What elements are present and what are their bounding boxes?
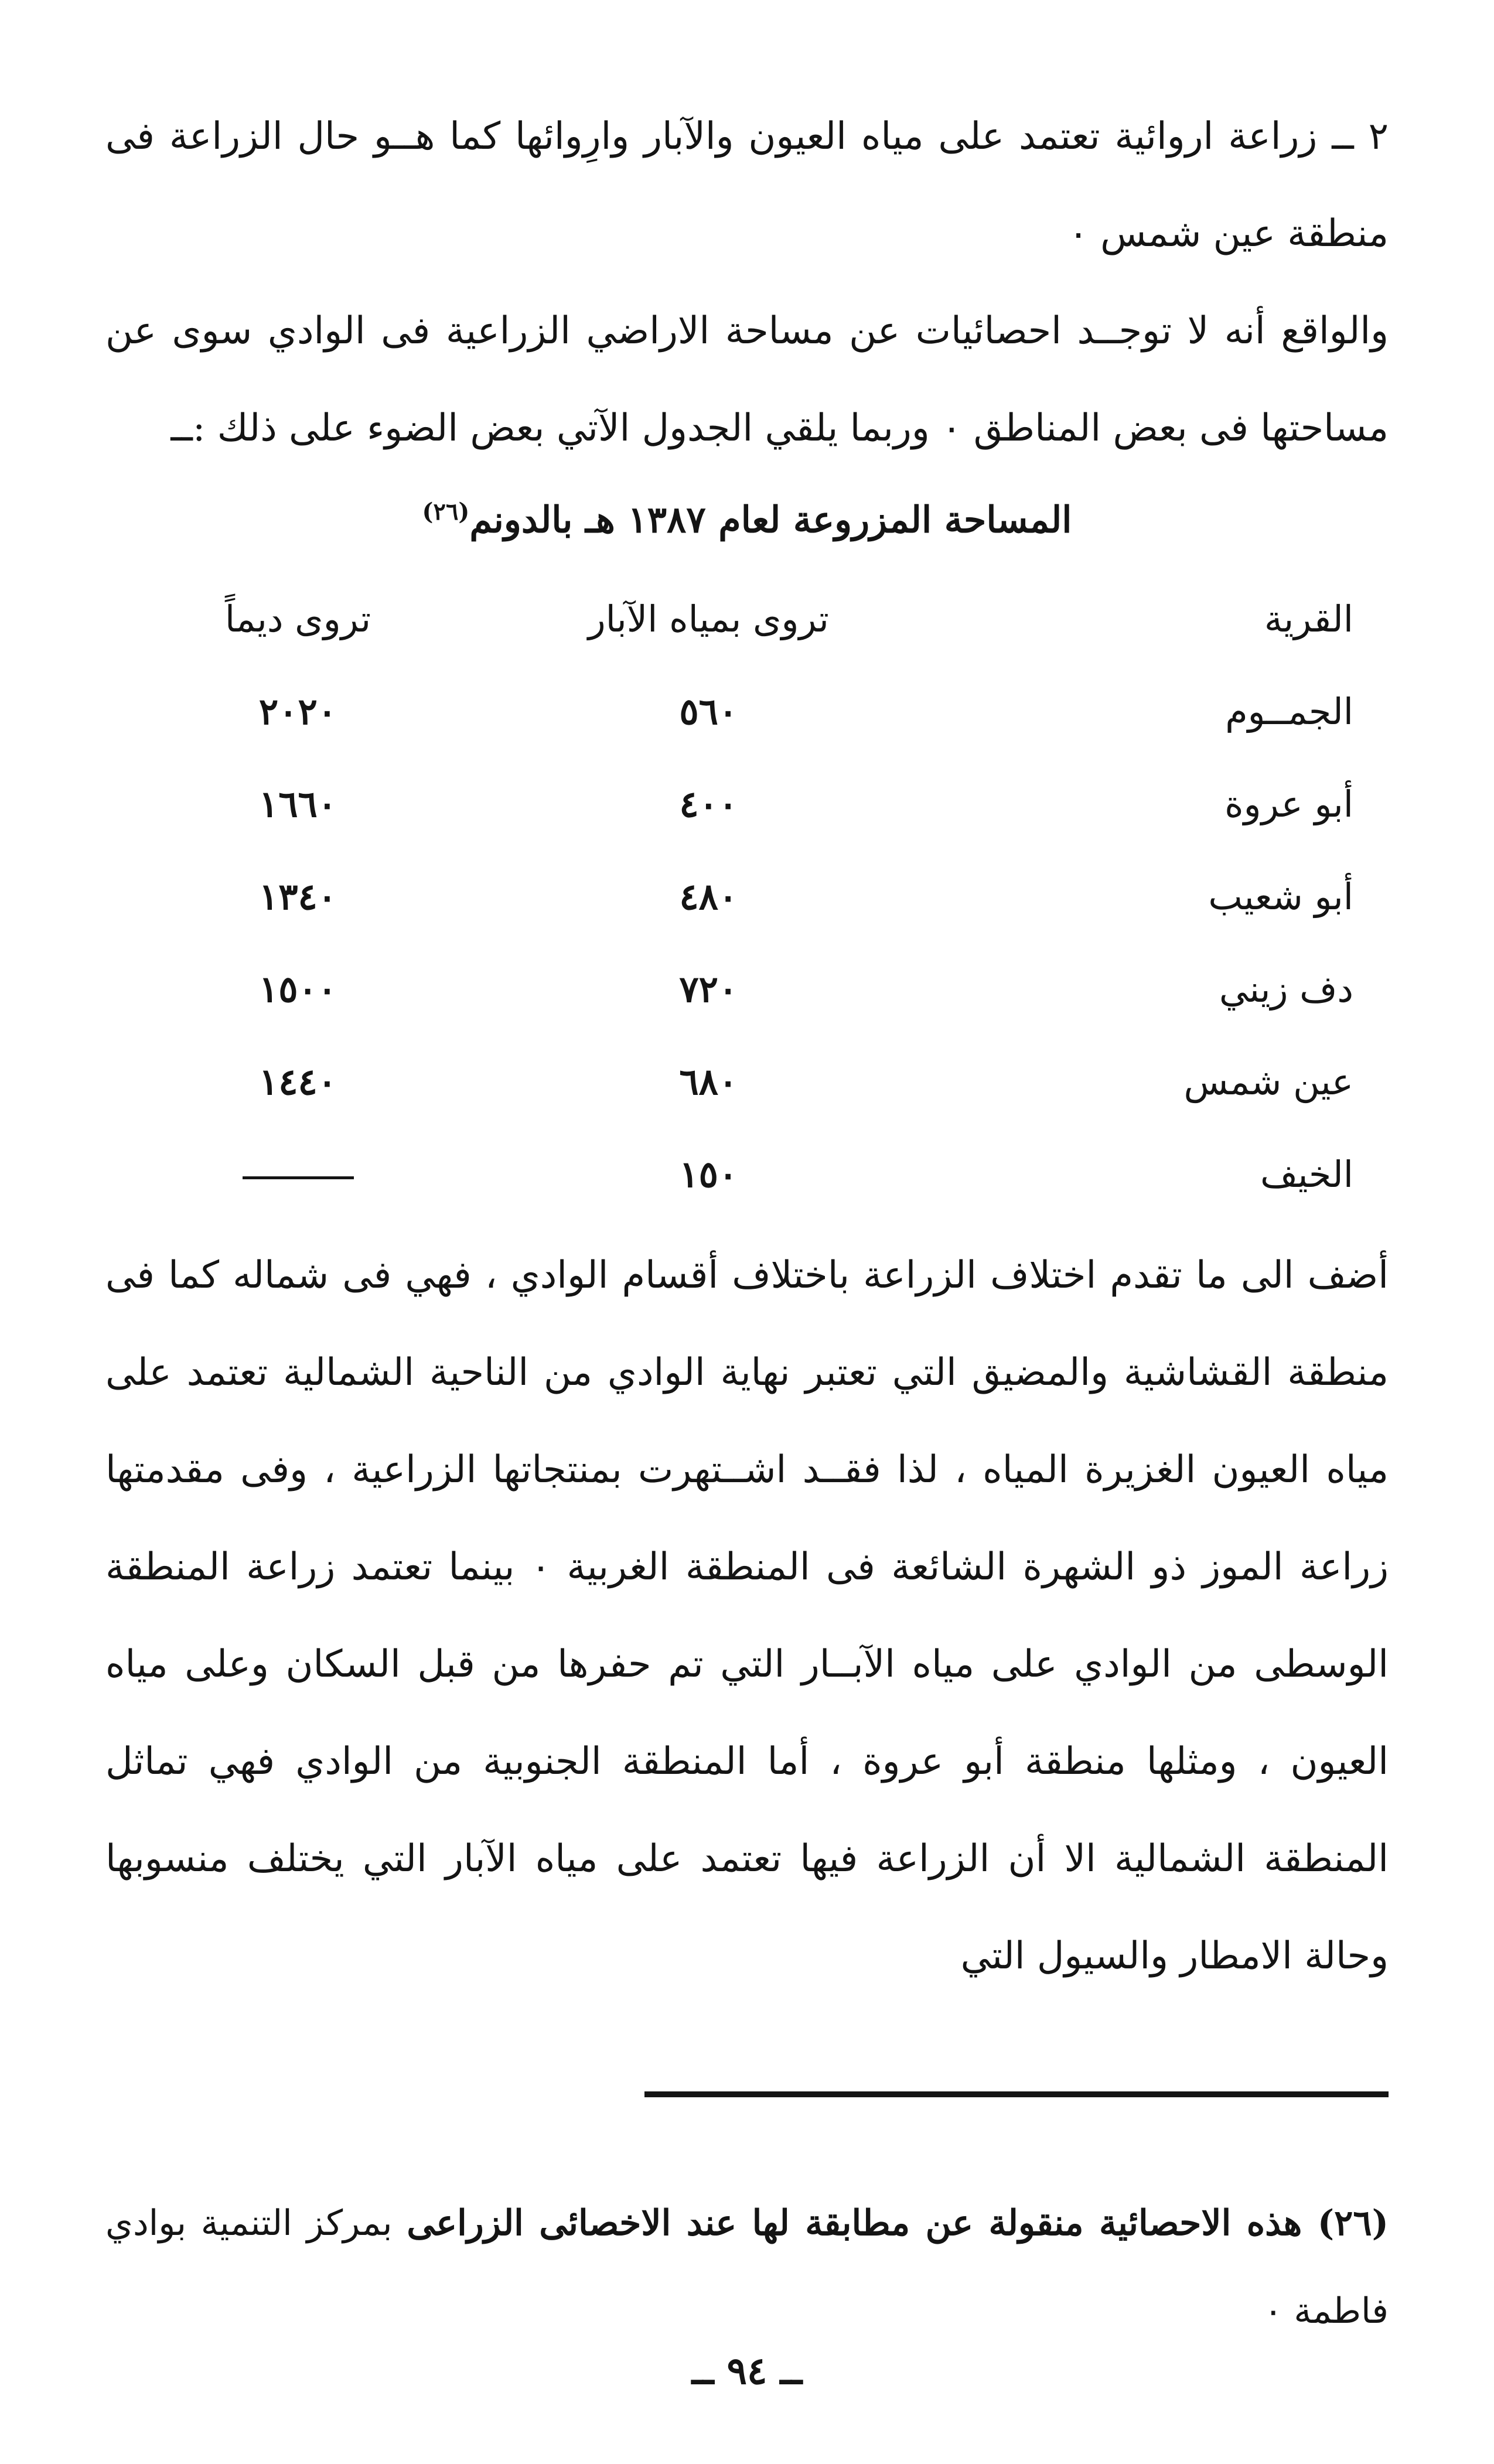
rainfed-cell-empty <box>105 1128 490 1221</box>
village-cell: عين شمس <box>1183 1060 1353 1104</box>
paragraph-irrigated-agriculture: ٢ ــ زراعة اروائية تعتمد على مياه العيون والآبار وارِوائها كما هــو حال الزراعة فى منطقة عين شمس ٠ <box>105 115 1389 255</box>
footnote <box>105 2179 1389 2355</box>
village-cell: أبو عروة <box>1224 783 1353 826</box>
document-page <box>105 88 1389 2419</box>
page-number: ــ ٩٤ ــ <box>691 2349 803 2393</box>
wells-cell: ٥٦٠ <box>679 690 738 733</box>
paragraph-regional-differences: أضف الى ما تقدم اختلاف الزراعة باختلاف أقسام الوادي ، فهي فى شماله كما فى منطقة القشاشية والمضيق التي تعتبر نهاية الوادي من الناحية الشمالية تعتمد على مياه العيون الغزيرة المياه ، لذا فقــد اشــتهرت بمنتجاتها الزراعية ، وفى مقدمتها زراعة الموز ذو الشهرة الشائعة فى المنطقة الغربية ٠ بينما تعتمد زراعة المنطقة الوسطى من الوادي على مياه الآبــار التي تم حفرها من قبل السكان وعلى مياه العيون ، ومثلها منطقة أبو عروة ، أما المنطقة الجنوبية من الوادي فهي تماثل المنطقة الشمالية الا أن الزراعة فيها تعتمد على مياه الآبار التي يختلف منسوبها وحالة الامطار والسيول التي <box>105 1253 1389 1978</box>
rainfed-cell: ١٦٦٠ <box>258 783 337 826</box>
empty-value-dash <box>243 1176 354 1179</box>
table-row <box>105 1128 1389 1221</box>
wells-cell: ٤٠٠ <box>679 783 738 826</box>
footnote-reference: (٢٦) <box>422 498 470 525</box>
rainfed-cell: ١٣٤٠ <box>258 875 337 919</box>
wells-cell: ٦٨٠ <box>679 1060 738 1104</box>
header-rain-fed: تروى ديماً <box>224 598 371 641</box>
village-cell: أبو شعيب <box>1208 875 1353 919</box>
table-row <box>105 851 1389 943</box>
header-village: القرية <box>1264 598 1353 641</box>
table-row <box>105 943 1389 1036</box>
rainfed-cell: ٢٠٢٠ <box>258 690 337 733</box>
table-row <box>105 758 1389 851</box>
table-title <box>105 483 1389 550</box>
footnote-rest: بمركز التنمية بوادي فاطمة ٠ <box>105 2203 1389 2332</box>
wells-cell: ٧٢٠ <box>679 968 738 1011</box>
wells-cell: ٤٨٠ <box>679 875 738 919</box>
rainfed-cell: ١٤٤٠ <box>258 1060 337 1104</box>
paragraph-statistics-intro: والواقع أنه لا توجــد احصائيات عن مساحة الاراضي الزراعية فى الوادي سوى عن مساحتها فى بعض المناطق ٠ وربما يلقي الجدول الآتي بعض الضوء على ذلك :ــ <box>105 309 1389 450</box>
village-cell: الخيف <box>1260 1153 1353 1196</box>
village-cell: دف زيني <box>1219 968 1353 1011</box>
wells-cell: ١٥٠ <box>679 1153 738 1196</box>
table-header-row <box>105 573 1389 666</box>
table-row <box>105 1036 1389 1128</box>
table-row <box>105 666 1389 758</box>
footnote-lead: (٢٦) هذه الاحصائية منقولة عن مطابقة لها عند الاخصائى الزراعى <box>407 2203 1389 2244</box>
footnote-separator <box>644 2091 1389 2097</box>
village-cell: الجمــوم <box>1225 690 1353 733</box>
table-title-text: المساحة المزروعة لعام ١٣٨٧ هـ بالدونم <box>469 498 1072 541</box>
cultivated-area-table <box>105 573 1389 1221</box>
header-well-irrigated: تروى بمياه الآبار <box>588 598 829 641</box>
rainfed-cell: ١٥٠٠ <box>258 968 337 1011</box>
